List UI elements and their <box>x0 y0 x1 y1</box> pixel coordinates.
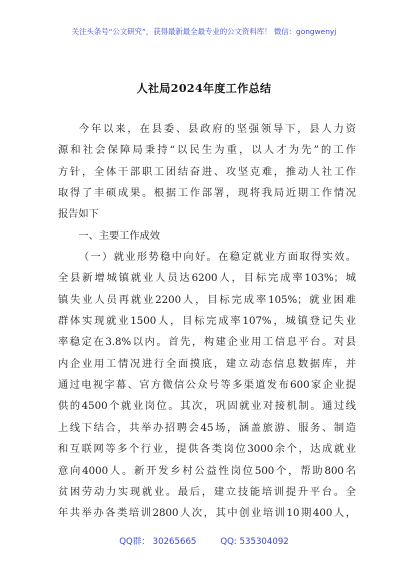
footer <box>0 535 408 547</box>
body-line: 今年以来，在县委、县政府的坚强领导下，县人力资 <box>78 124 356 135</box>
body-line: 意向4000人。新开发乡村公益性岗位500个，帮助800名 <box>58 465 356 477</box>
body-line: 内企业用工情况进行全面摸底，建立动态信息数据库，并 <box>58 358 356 370</box>
body-line: 群体实现就业1500人，目标完成率107%，城镇登记失业 <box>58 316 356 328</box>
body-line: 通过电视字幕、官方微信公众号等多渠道发布600家企业提 <box>58 380 356 392</box>
body-line: 上线下结合，共举办招聘会45场，涵盖旅游、服务、制造 <box>58 422 356 434</box>
body-line: 源和社会保障局秉持“以民生为重，以人才为先”的工作 <box>58 145 356 157</box>
body-line: 全县新增城镇就业人员达6200人，目标完成率103%；城 <box>58 273 356 285</box>
body-line: 供的4500个就业岗位。其次，巩固就业对接机制。通过线 <box>58 401 356 413</box>
body-line: 贫困劳动力实现就业。最后，建立技能培训提升平台。全 <box>58 486 356 498</box>
body-line: 取得了丰硕成果。根据工作部署，现将我局近期工作情况 <box>58 188 356 200</box>
qq-contact-label: QQ: 535304092 <box>220 537 289 547</box>
section-heading: 一、主要工作成效 <box>78 230 160 242</box>
body-line: 率稳定在3.8%以内。首先，构建企业用工信息平台。对县 <box>58 337 356 349</box>
document-body <box>58 119 356 525</box>
body-line: 方针，全体干部职工团结奋进、攻坚克难，推动人社工作 <box>58 166 356 178</box>
body-line: 报告如下 <box>58 209 99 221</box>
body-line: 镇失业人员再就业2200人，目标完成率105%；就业困难 <box>58 294 356 306</box>
body-line: （一）就业形势稳中向好。在稳定就业方面取得实效。 <box>78 252 356 264</box>
body-line: 年共举办各类培训2800人次，其中创业培训10期400人， <box>58 508 356 520</box>
qq-group-label: QQ群： 30265665 <box>119 537 197 547</box>
body-line: 和互联网等多个行业，提供各类岗位3000余个，达成就业 <box>58 444 356 456</box>
document-title: 人社局2024年度工作总结 <box>136 82 272 95</box>
top-banner: 关注头条号“公文研究”，获得最新最全最专业的公文资料库！ 微信：gongwenyj <box>71 27 337 36</box>
